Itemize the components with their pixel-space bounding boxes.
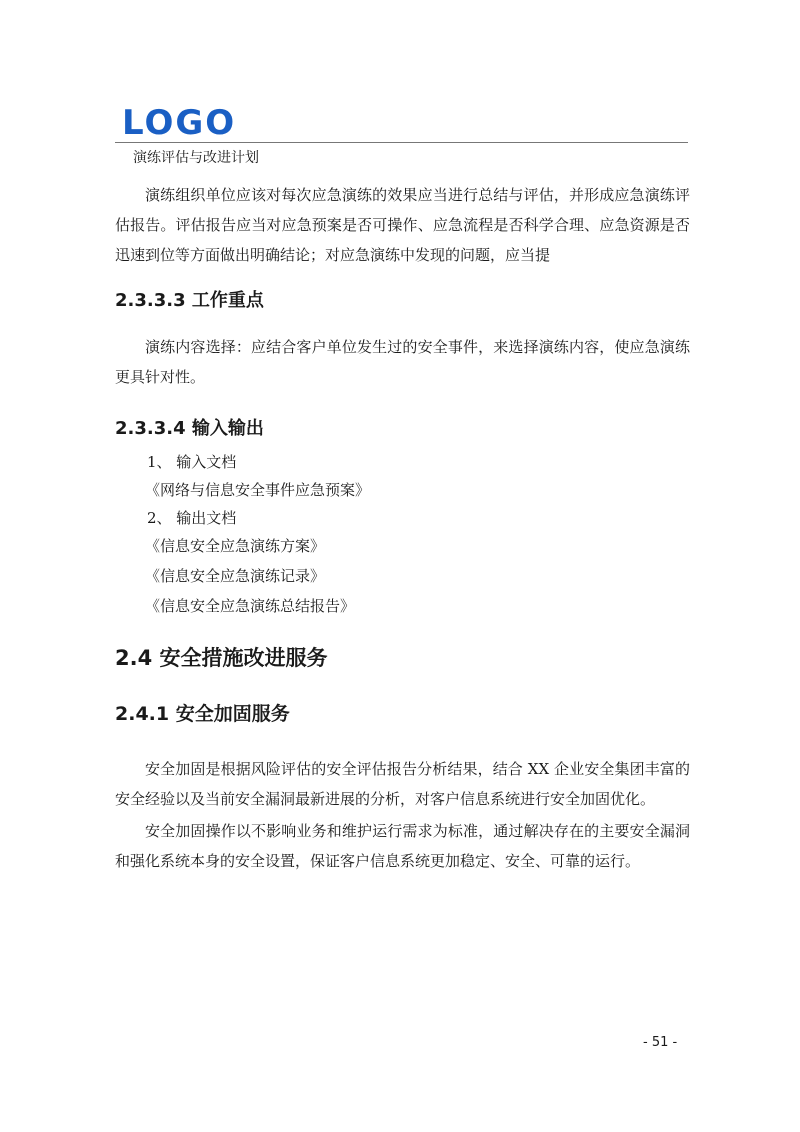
output-doc-item: 《信息安全应急演练记录》	[145, 567, 326, 585]
intro-paragraph: 演练组织单位应该对每次应急演练的效果应当进行总结与评估，并形成应急演练评估报告。评估报告应当对应急预案是否可操作、应急流程是否科学合理、应急资源是否迅速到位等方面做出明确结论；对应急演练中发现的问题，应当提	[115, 186, 690, 264]
output-docs-label: 2、 输出文档	[147, 509, 237, 527]
hardening-paragraph-2: 安全加固操作以不影响业务和维护运行需求为标准，通过解决存在的主要安全漏洞和强化系统本身的安全设置，保证客户信息系统更加稳定、安全、可靠的运行。	[115, 822, 690, 870]
company-logo: LOGO	[122, 103, 237, 143]
page-number: - 51 -	[643, 1035, 678, 1050]
work-focus-paragraph: 演练内容选择：应结合客户单位发生过的安全事件，来选择演练内容，使应急演练更具针对性。	[115, 338, 690, 386]
section-heading-2-3-3-4: 2.3.3.4 输入输出	[115, 418, 264, 439]
section-heading-2-3-3-3: 2.3.3.3 工作重点	[115, 290, 264, 311]
hardening-paragraph-1: 安全加固是根据风险评估的安全评估报告分析结果，结合 XX 企业安全集团丰富的安全经验以及当前安全漏洞最新进展的分析，对客户信息系统进行安全加固优化。	[115, 760, 690, 808]
document-body	[115, 180, 690, 876]
input-doc-item: 《网络与信息安全事件应急预案》	[145, 481, 371, 499]
header-divider	[115, 142, 688, 143]
section-heading-2-4-1: 2.4.1 安全加固服务	[115, 703, 290, 725]
section-heading-2-4: 2.4 安全措施改进服务	[115, 646, 328, 670]
running-header-title: 演练评估与改进计划	[133, 150, 259, 166]
input-docs-label: 1、 输入文档	[147, 453, 237, 471]
output-doc-item: 《信息安全应急演练总结报告》	[145, 597, 356, 615]
output-doc-item: 《信息安全应急演练方案》	[145, 537, 326, 555]
